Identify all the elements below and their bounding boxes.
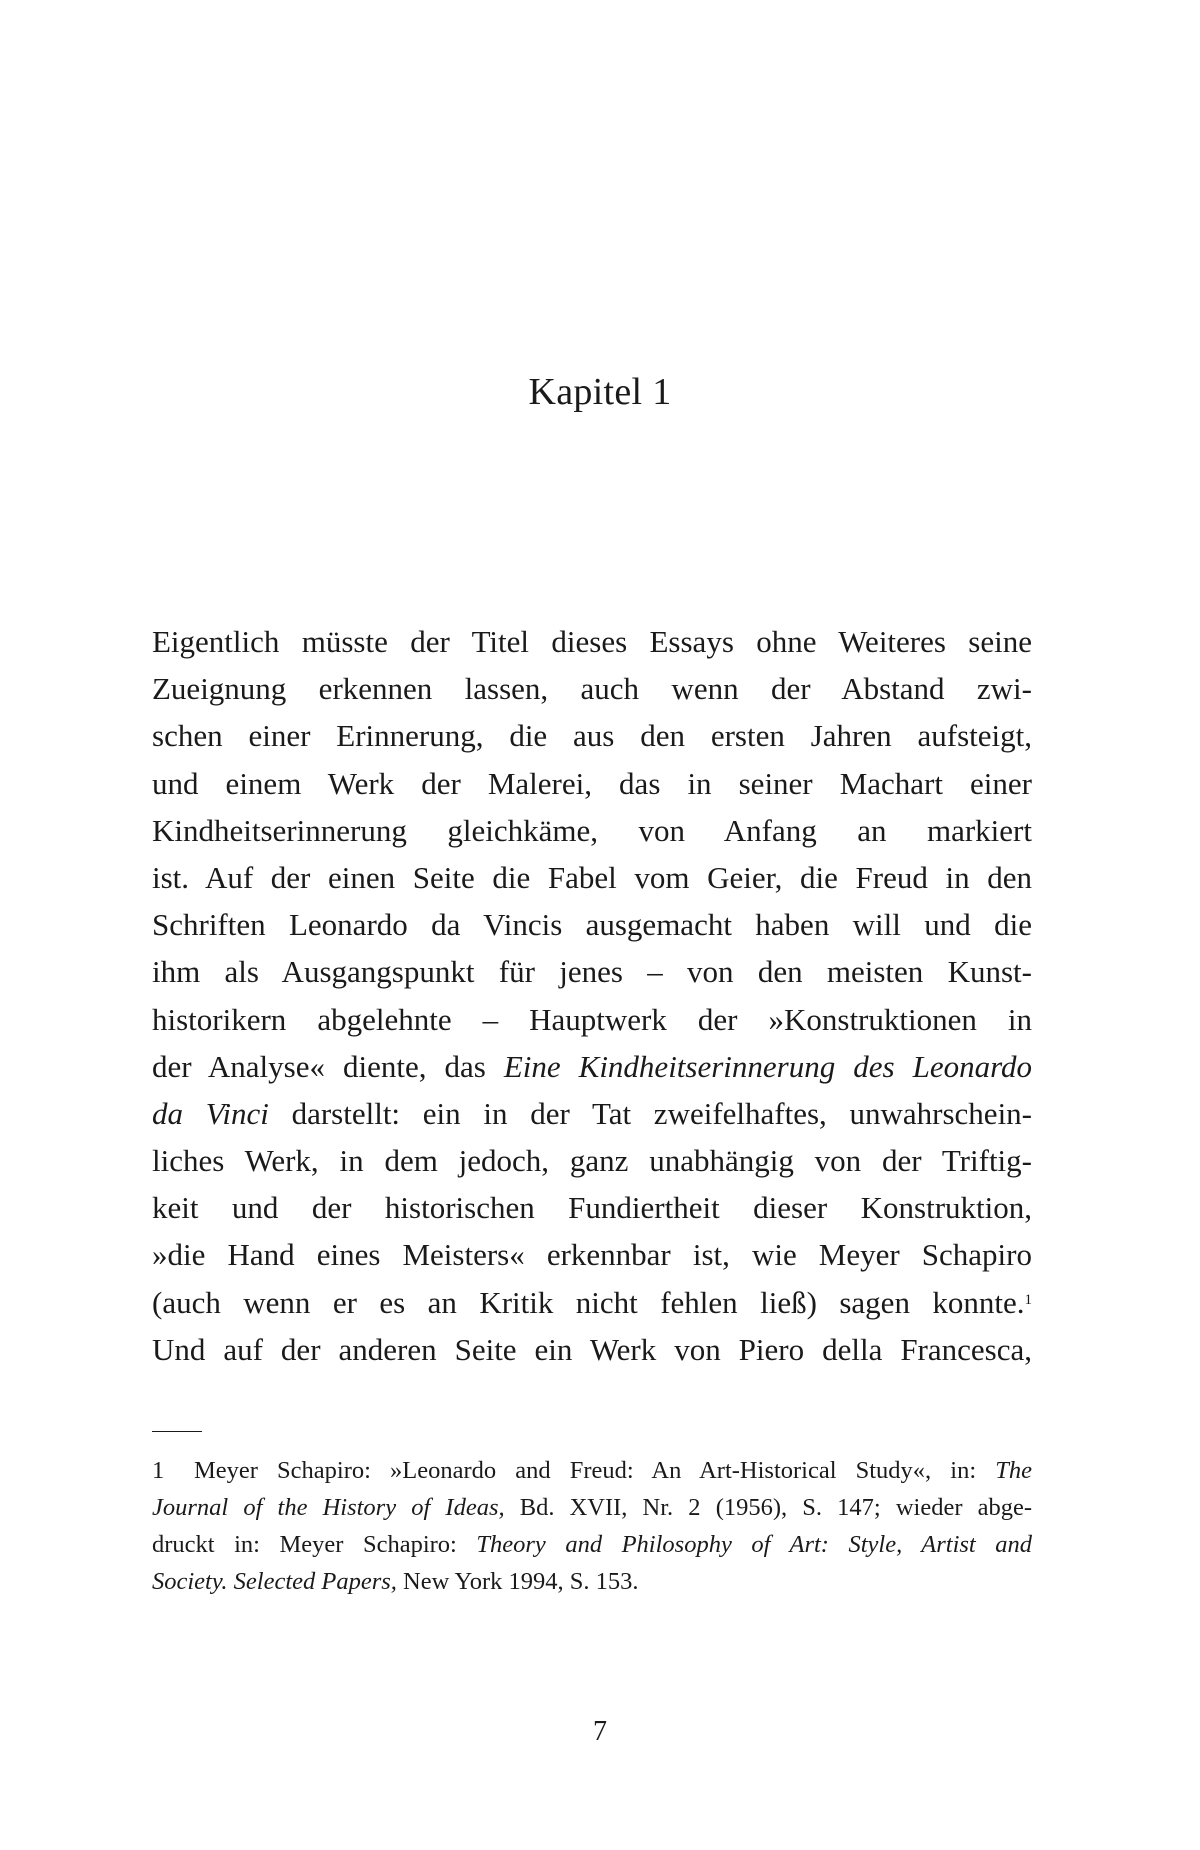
body-line: schen einer Erinnerung, die aus den ersten Jahren aufsteigt, — [152, 718, 1032, 754]
footnote-italic-segment: The — [995, 1457, 1032, 1484]
footnote-italic-segment: Journal of the History of Ideas, — [152, 1494, 505, 1521]
body-line: Eigentlich müsste der Titel dieses Essays ohne Weiteres seine — [152, 624, 1032, 659]
footnote-line — [152, 1489, 1032, 1526]
body-line: »die Hand eines Meisters« erkennbar ist, wie Meyer Schapiro — [152, 1237, 1032, 1273]
body-line-with-italic — [152, 1090, 1032, 1137]
italic-book-title: da Vinci — [152, 1095, 269, 1131]
footnote-text-segment: druckt in: Meyer Schapiro: — [152, 1531, 457, 1558]
body-line: keit und der historischen Fundiertheit dieser Konstruktion, — [152, 1190, 1032, 1226]
body-text-segment: der Analyse« diente, das — [152, 1048, 486, 1084]
footnote-divider — [152, 1431, 202, 1432]
footnote-text-segment: Meyer Schapiro: »Leonardo and Freud: An Art-Historical Study«, in: — [194, 1457, 977, 1484]
footnote-line — [152, 1526, 1032, 1563]
footnote-reference: 1 — [1024, 1291, 1032, 1308]
body-line: ist. Auf der einen Seite die Fabel vom Geier, die Freud in den — [152, 859, 1032, 895]
chapter-title: Kapitel 1 — [528, 371, 672, 413]
footnote-text-segment: Bd. XVII, Nr. 2 (1956), S. 147; wieder abge- — [519, 1494, 1033, 1521]
body-text-segment: (auch wenn er es an Kritik nicht fehlen ließ) sagen konnte. — [152, 1284, 1025, 1320]
body-line: Kindheitserinnerung gleichkäme, von Anfang an markiert — [152, 812, 1032, 848]
body-line: liches Werk, in dem jedoch, ganz unabhängig von der Triftig- — [152, 1143, 1032, 1179]
footnote-text-segment: New York 1994, S. 153. — [403, 1568, 639, 1595]
body-line-with-footnote-ref — [152, 1279, 1032, 1326]
body-line: historikern abgelehnte – Hauptwerk der »Konstruktionen in — [152, 1001, 1032, 1037]
page-number: 7 — [593, 1716, 607, 1747]
body-line-with-italic — [152, 1043, 1032, 1090]
body-line: Schriften Leonardo da Vincis ausgemacht haben will und die — [152, 907, 1032, 943]
body-line: und einem Werk der Malerei, das in seiner Machart einer — [152, 765, 1032, 801]
footnote-line — [152, 1563, 1032, 1600]
italic-book-title: Eine Kindheitserinnerung des Leonardo — [503, 1048, 1032, 1084]
footnote — [152, 1452, 1032, 1600]
body-text-segment: darstellt: ein in der Tat zweifelhaftes, unwahrschein- — [291, 1095, 1033, 1131]
body-line: ihm als Ausgangspunkt für jenes – von den meisten Kunst- — [152, 954, 1032, 990]
footnote-number: 1 — [152, 1457, 165, 1484]
body-paragraph — [152, 618, 1032, 1373]
footnote-line — [152, 1452, 1032, 1489]
footnote-italic-segment: Theory and Philosophy of Art: Style, Artist and — [476, 1531, 1033, 1558]
footnote-italic-segment: Society. Selected Papers, — [152, 1568, 397, 1595]
body-line: Zueignung erkennen lassen, auch wenn der Abstand zwi- — [152, 671, 1032, 707]
body-line: Und auf der anderen Seite ein Werk von Piero della Francesca, — [152, 1331, 1032, 1367]
